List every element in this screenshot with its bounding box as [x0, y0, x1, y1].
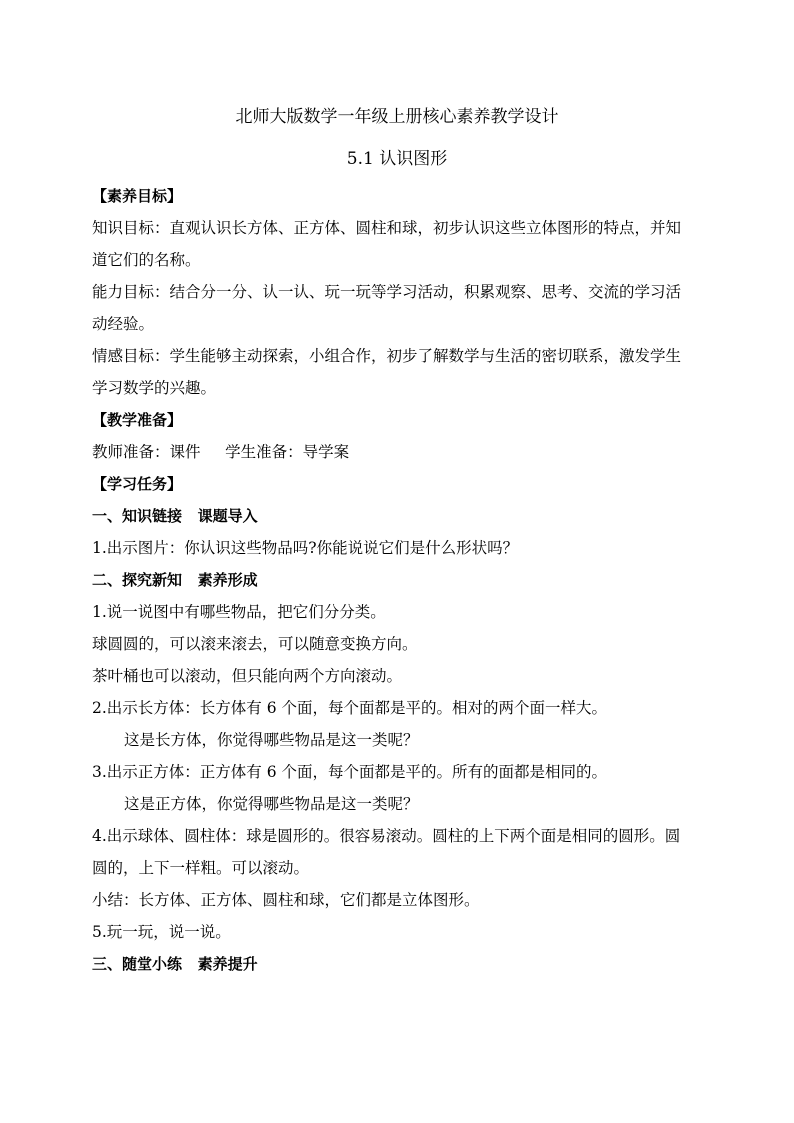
ability-goal-line-2: 动经验。 — [92, 315, 155, 333]
cube-question: 这是正方体，你觉得哪些物品是这一类呢？ — [124, 795, 419, 813]
section-heading-goals: 【素养目标】 — [92, 187, 183, 205]
knowledge-goal-line-2: 道它们的名称。 — [92, 251, 201, 269]
section-heading-tasks: 【学习任务】 — [92, 475, 183, 493]
part-two-item-4-line-1: 4.出示球体、圆柱体：球是圆形的。很容易滚动。圆柱的上下两个面是相同的圆形。圆 — [92, 827, 681, 845]
knowledge-goal-line-1: 知识目标：直观认识长方体、正方体、圆柱和球，初步认识这些立体图形的特点，并知 — [92, 219, 682, 237]
part-two-item-2: 2.出示长方体：长方体有 6 个面，每个面都是平的。相对的两个面一样大。 — [92, 699, 608, 717]
sphere-description: 球圆圆的，可以滚来滚去，可以随意变换方向。 — [92, 635, 418, 653]
part-two-item-1: 1.说一说图中有哪些物品，把它们分分类。 — [92, 603, 386, 621]
preparation-line: 教师准备：课件 学生准备：导学案 — [92, 443, 350, 461]
part-two-heading: 二、探究新知 素养形成 — [92, 571, 258, 589]
summary-line: 小结：长方体、正方体、圆柱和球，它们都是立体图形。 — [92, 891, 480, 909]
ability-goal-line-1: 能力目标：结合分一分、认一认、玩一玩等学习活动，积累观察、思考、交流的学习活 — [92, 283, 682, 301]
part-two-item-5: 5.玩一玩，说一说。 — [92, 923, 231, 941]
section-heading-preparation: 【教学准备】 — [92, 411, 183, 429]
emotion-goal-line-1: 情感目标：学生能够主动探索，小组合作，初步了解数学与生活的密切联系，激发学生 — [92, 347, 682, 365]
part-three-heading: 三、随堂小练 素养提升 — [92, 955, 258, 973]
document-title: 北师大版数学一年级上册核心素养教学设计 — [235, 107, 559, 127]
part-two-item-4-line-2: 圆的，上下一样粗。可以滚动。 — [92, 859, 310, 877]
part-one-heading: 一、知识链接 课题导入 — [92, 507, 258, 525]
cuboid-question: 这是长方体，你觉得哪些物品是这一类呢？ — [124, 731, 419, 749]
part-one-item-1: 1.出示图片：你认识这些物品吗?你能说说它们是什么形状吗？ — [92, 539, 519, 557]
tea-can-description: 茶叶桶也可以滚动，但只能向两个方向滚动。 — [92, 667, 403, 685]
lesson-title: 5.1 认识图形 — [346, 149, 448, 169]
emotion-goal-line-2: 学习数学的兴趣。 — [92, 379, 217, 397]
part-two-item-3: 3.出示正方体：正方体有 6 个面，每个面都是平的。所有的面都是相同的。 — [92, 763, 608, 781]
